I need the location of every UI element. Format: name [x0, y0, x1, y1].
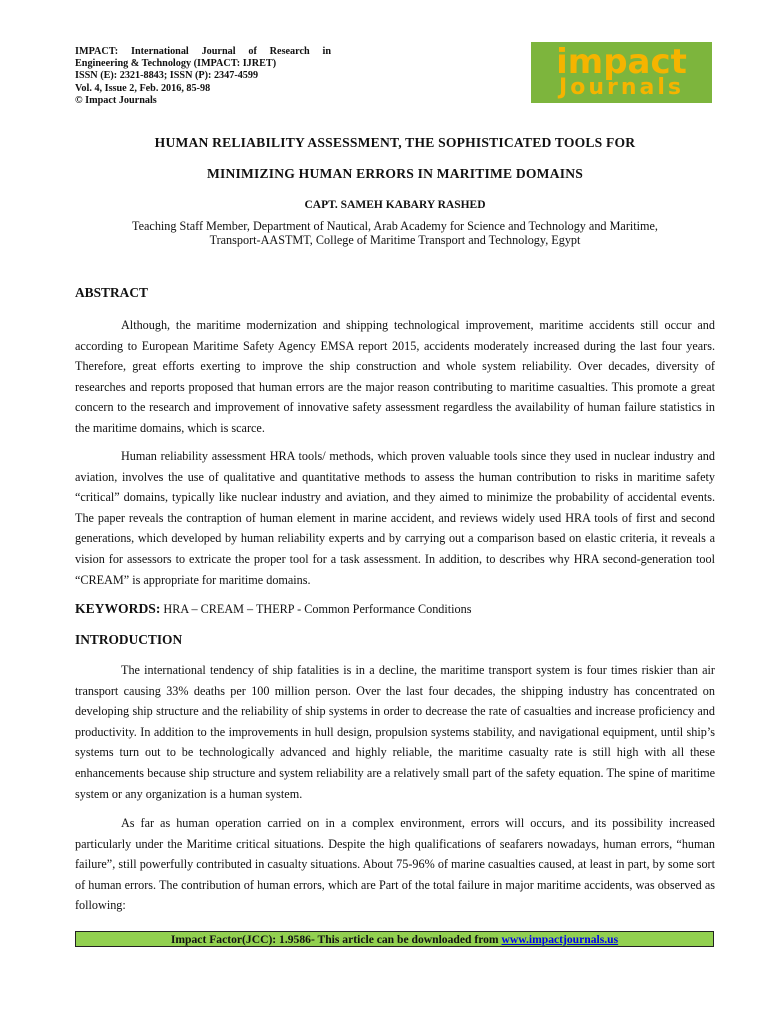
- logo-top-text: impact: [556, 42, 687, 82]
- page-footer: [75, 931, 714, 947]
- journal-header: [75, 46, 331, 107]
- abstract-paragraph-1: Although, the maritime modernization and shipping technological improvement, maritime accidents still occur and according to European Maritime Safety Agency EMSA report 2015, accidents moderately increased during the last four years. Therefore, great efforts exerting to improve the ship construction and whole system reliability. Over decades, diversity of researches and reports proposed that human errors are the major reason contributing to maritime casualties. This promote a great concern to the research and improvement of innovative safety assessment regardless the availability of human failure statistics in the maritime domains, which is scarce.: [75, 318, 715, 435]
- paper-author: CAPT. SAMEH KABARY RASHED: [304, 199, 486, 211]
- introduction-paragraph-2: As far as human operation carried on in a complex environment, errors will occurs, and its possibility increased particularly under the Maritime critical situations. Despite the high qualifications of seafarers nowadays, human errors, “human failure”, still powerfully contributed in casualty situations. About 75-96% of marine casualties caused, at least in part, by some sort of human errors. The contribution of human errors, which are Part of the total failure in major maritime accidents, was observed as following:: [75, 816, 715, 913]
- keywords-label: KEYWORDS:: [75, 601, 161, 616]
- keywords-text: HRA – CREAM – THERP - Common Performance Conditions: [160, 602, 472, 616]
- impact-journals-logo: [531, 42, 712, 103]
- footer-text: Impact Factor(JCC): 1.9586- This article can be downloaded from: [170, 933, 502, 946]
- author-affiliation: [75, 219, 715, 247]
- journal-website-link[interactable]: www.impactjournals.us: [501, 933, 619, 946]
- abstract-heading: ABSTRACT: [75, 285, 148, 300]
- paper-title-line2: MINIMIZING HUMAN ERRORS IN MARITIME DOMAINS: [206, 166, 584, 181]
- paper-title-line1: HUMAN RELIABILITY ASSESSMENT, THE SOPHISTICATED TOOLS FOR: [154, 135, 636, 150]
- affiliation-line1: Teaching Staff Member, Department of Nautical, Arab Academy for Science and Technology and Maritime,: [132, 219, 658, 233]
- introduction-paragraph-1: The international tendency of ship fatalities is in a decline, the maritime transport system is four times riskier than air transport causing 33% deaths per 100 million person. Over the last four decades, the shipping industry has concentrated on developing ship structure and the reliability of ship systems in order to decrease the rate of casualties and increase proficiency and productivity. In addition to the improvements in hull design, propulsion systems stability, and navigational equipment, until ship’s systems turn out to be technologically advanced and highly reliable, the maritime casualty rate is still high with all these enhancements because ship structure and system reliability are a relatively small part of the safety equation. The spine of maritime system or any organization is a human system.: [75, 663, 715, 801]
- issn-line: ISSN (E): 2321-8843; ISSN (P): 2347-4599: [75, 70, 259, 82]
- abstract-paragraph-2: Human reliability assessment HRA tools/ methods, which proven valuable tools since they used in nuclear industry and aviation, involves the use of qualitative and quantitative methods to assess the human contribution to risks in maritime safety “critical” domains, typically like nuclear industry and aviation, and they aimed to minimize the probability of accidental events. The paper reveals the contraption of human element in marine accident, and reviews widely used HRA tools of first and second generations, which developed by human reliability experts and by carrying out a comparison based on elastic criteria, it reveals a vision for assessors to extricate the proper tool for a task assessment. In addition, to describes why HRA second-generation tool “CREAM” is appropriate for maritime domains.: [75, 449, 715, 587]
- volume-line: Vol. 4, Issue 2, Feb. 2016, 85-98: [75, 82, 211, 94]
- affiliation-line2: Transport-AASTMT, College of Maritime Transport and Technology, Egypt: [209, 233, 581, 247]
- copyright-line: © Impact Journals: [75, 94, 157, 106]
- journal-name-line1: IMPACT: International Journal of Research in: [75, 46, 331, 57]
- introduction-heading: INTRODUCTION: [75, 632, 183, 647]
- logo-bottom-text: Journals: [559, 74, 684, 100]
- journal-name-line2: Engineering & Technology (IMPACT: IJRET): [75, 58, 277, 70]
- keywords: [75, 601, 471, 617]
